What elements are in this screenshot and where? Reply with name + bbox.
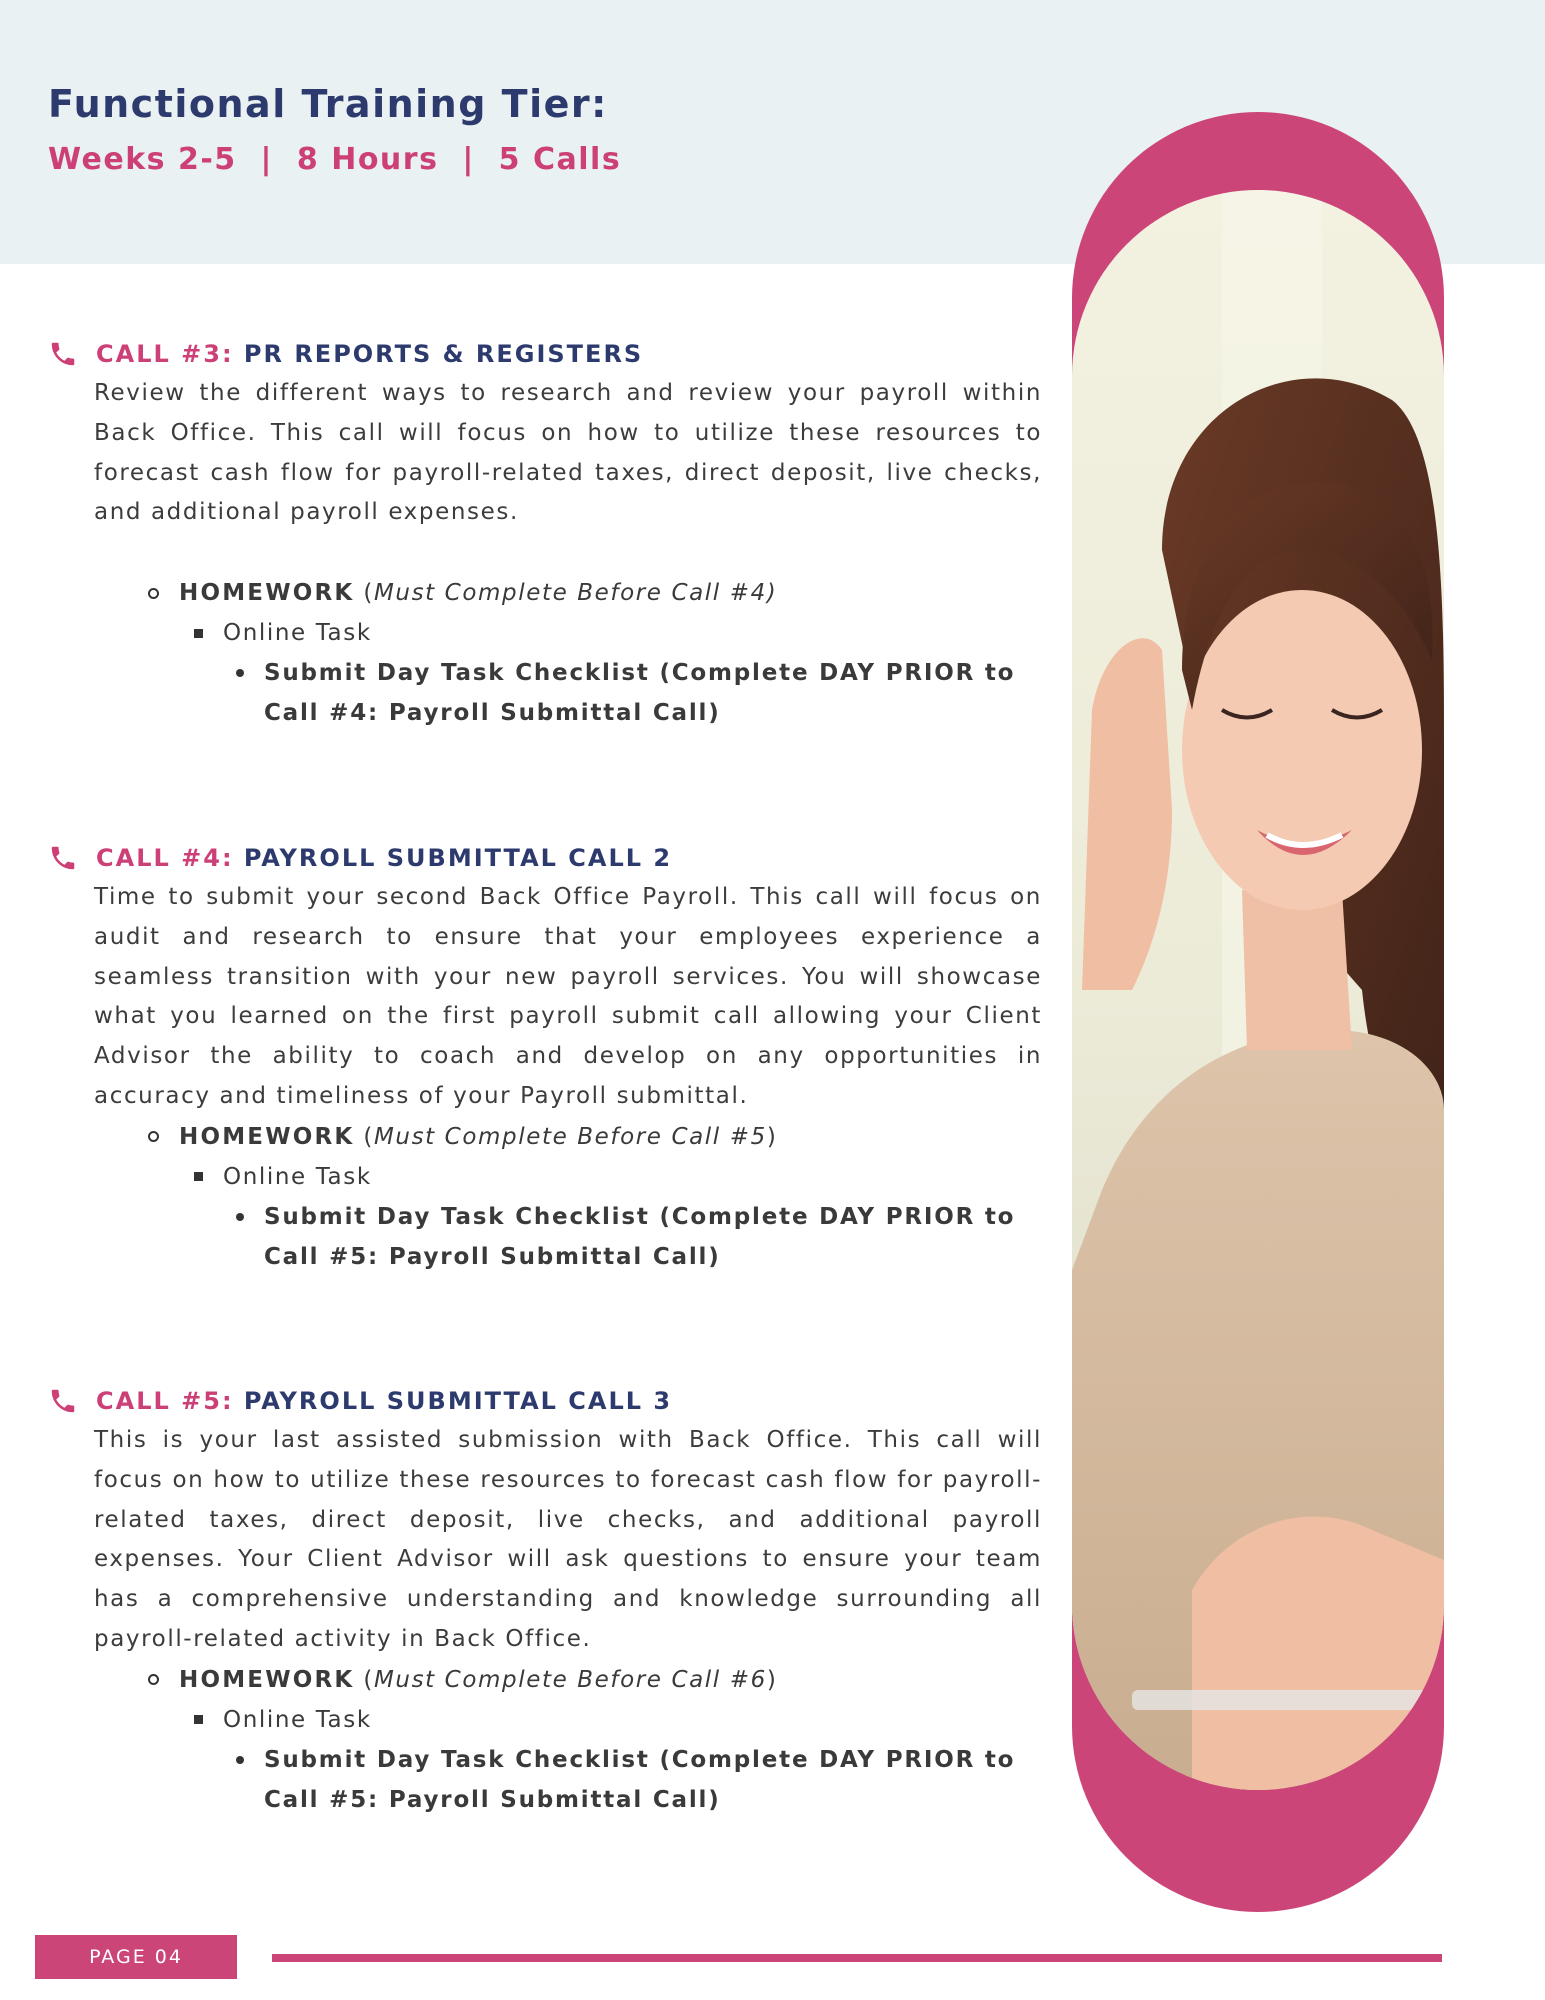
phone-icon	[48, 339, 78, 369]
homework-note: Must Complete Before Call #6	[373, 1666, 767, 1693]
square-bullet-icon	[194, 1715, 203, 1724]
call-section-5	[48, 1381, 1042, 1820]
homework-label: HOMEWORK	[179, 1666, 355, 1693]
call-title: PAYROLL SUBMITTAL CALL 2	[243, 844, 673, 872]
call-title: PAYROLL SUBMITTAL CALL 3	[243, 1387, 673, 1415]
homework-paren-open: (	[354, 580, 374, 607]
page-subtitle: Weeks 2-5 | 8 Hours | 5 Calls	[48, 142, 622, 177]
homework-label: HOMEWORK	[179, 1123, 355, 1150]
call-section-3	[48, 334, 1042, 733]
call-heading	[48, 1381, 998, 1421]
call-number: CALL #5:	[96, 1387, 244, 1415]
footer-divider	[272, 1954, 1442, 1962]
call-heading	[48, 334, 998, 374]
task-label: Online Task	[223, 1163, 372, 1190]
page-title: Functional Training Tier:	[48, 82, 608, 126]
phone-icon	[48, 1386, 78, 1416]
homework-note: Must Complete Before Call #4)	[373, 580, 778, 607]
call-description: This is your last assisted submission with Back Office. This call will focus on how to utilize these resources to forecast cash flow for payroll-related taxes, direct deposit, live checks, and additional payroll expenses. Your Client Advisor will ask questions to ensure your team has a comprehensive understanding and knowledge surrounding all payroll-related activity in Back Office.	[94, 1427, 1042, 1652]
dot-bullet-icon	[236, 1756, 244, 1764]
homework-item	[148, 1660, 998, 1700]
homework-paren-open: (	[354, 1666, 374, 1693]
square-bullet-icon	[194, 629, 203, 638]
subtask-item	[236, 1740, 1016, 1820]
call-description: Review the different ways to research and review your payroll within Back Office. This call will focus on how to utilize these resources to forecast cash flow for payroll-related taxes, direct deposit, live checks, and additional payroll expenses.	[94, 380, 1042, 526]
task-label: Online Task	[223, 620, 372, 647]
subtask-item	[236, 653, 1016, 733]
homework-paren-open: (	[354, 1123, 374, 1150]
circle-bullet-icon	[148, 1674, 159, 1685]
homework-item	[148, 573, 998, 613]
call-description: Time to submit your second Back Office Payroll. This call will focus on audit and research to ensure that your employees experience a seamless transition with your new payroll services. You will showcase what you learned on the first payroll submit call allowing your Client Advisor the ability to coach and develop on any opportunities in accuracy and timeliness of your Payroll submittal.	[94, 884, 1042, 1109]
woman-on-phone-photo	[1072, 190, 1444, 1790]
subtask-label: Submit Day Task Checklist (Complete DAY PRIOR to Call #4: Payroll Submittal Call)	[264, 660, 1016, 727]
task-item	[194, 1700, 998, 1740]
dot-bullet-icon	[236, 669, 244, 677]
call-section-4	[48, 838, 1042, 1277]
phone-icon	[48, 843, 78, 873]
homework-label: HOMEWORK	[179, 580, 355, 607]
subtask-label: Submit Day Task Checklist (Complete DAY PRIOR to Call #5: Payroll Submittal Call)	[264, 1203, 1016, 1270]
circle-bullet-icon	[148, 588, 159, 599]
call-title: PR REPORTS & REGISTERS	[243, 340, 644, 368]
homework-note: Must Complete Before Call #5	[373, 1123, 767, 1150]
call-heading	[48, 838, 998, 878]
square-bullet-icon	[194, 1172, 203, 1181]
homework-item	[148, 1117, 998, 1157]
subtask-label: Submit Day Task Checklist (Complete DAY PRIOR to Call #5: Payroll Submittal Call)	[264, 1746, 1016, 1813]
task-item	[194, 1157, 998, 1197]
photo-illustration	[1072, 190, 1444, 1790]
subtask-item	[236, 1197, 1016, 1277]
task-item	[194, 613, 998, 653]
homework-paren-close: )	[766, 1666, 778, 1693]
call-number: CALL #4:	[96, 844, 244, 872]
call-number: CALL #3:	[96, 340, 244, 368]
homework-paren-close: )	[766, 1123, 778, 1150]
circle-bullet-icon	[148, 1131, 159, 1142]
task-label: Online Task	[223, 1706, 372, 1733]
page-number-tag: PAGE 04	[35, 1935, 237, 1979]
dot-bullet-icon	[236, 1213, 244, 1221]
